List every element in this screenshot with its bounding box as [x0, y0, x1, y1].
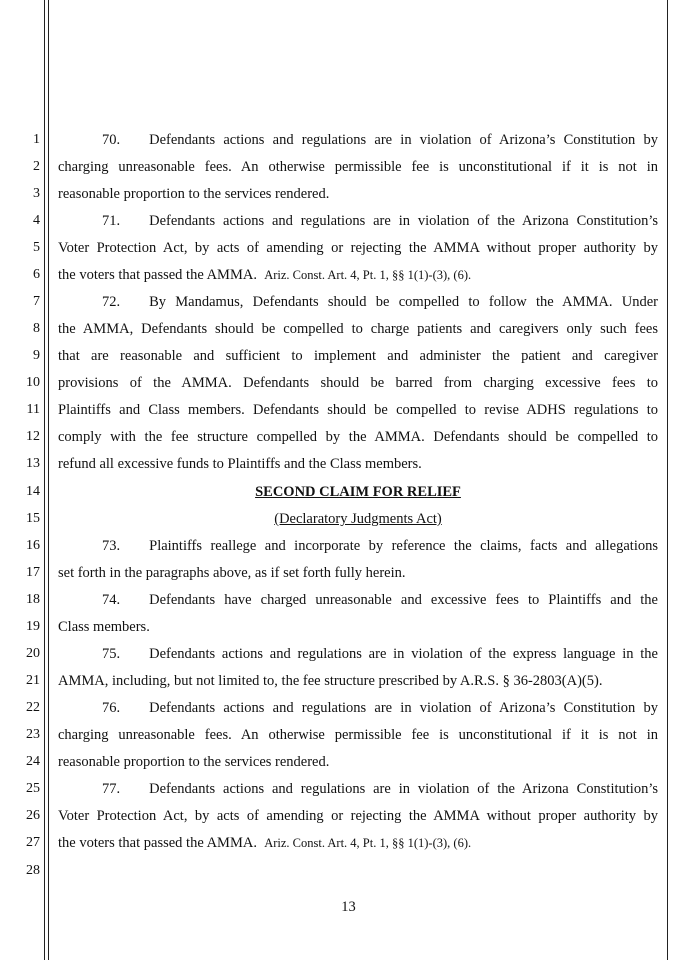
paragraph-72-line: Plaintiffs and Class members. Defendants should be compelled to revise ADHS regulations to	[58, 402, 658, 418]
paragraph-77-line	[58, 834, 658, 852]
line-number: 11	[26, 402, 40, 417]
paragraph-72-line: that are reasonable and sufficient to implement and administer the patient and caregiver	[58, 348, 658, 364]
left-margin-rule-outer	[44, 0, 45, 960]
paragraph-72-line: comply with the fee structure compelled by the AMMA. Defendants should be compelled to	[58, 429, 658, 445]
line-number: 16	[26, 538, 40, 553]
line-number: 28	[26, 863, 40, 878]
line-number: 24	[26, 754, 40, 769]
paragraph-71-line	[58, 266, 658, 284]
paragraph-70-line: charging unreasonable fees. An otherwise permissible fee is unconstitutional if it is not in	[58, 159, 658, 175]
line-number: 27	[26, 835, 40, 850]
line-number: 19	[26, 619, 40, 634]
right-margin-rule	[667, 0, 668, 960]
paragraph-72-line: provisions of the AMMA. Defendants should be barred from charging excessive fees to	[58, 375, 658, 391]
line-number: 18	[26, 592, 40, 607]
paragraph-72-line: 72. By Mandamus, Defendants should be compelled to follow the AMMA. Under	[102, 294, 658, 310]
claim-title: SECOND CLAIM FOR RELIEF	[255, 484, 461, 500]
line-number: 1	[33, 132, 40, 147]
line-number: 8	[33, 321, 40, 336]
line-number: 10	[26, 375, 40, 390]
paragraph-74-line: 74. Defendants have charged unreasonable and excessive fees to Plaintiffs and the	[102, 592, 658, 608]
line-number: 5	[33, 240, 40, 255]
line-number: 2	[33, 159, 40, 174]
line-number: 17	[26, 565, 40, 580]
paragraph-76-line: charging unreasonable fees. An otherwise permissible fee is unconstitutional if it is not in	[58, 727, 658, 743]
line-number: 14	[26, 484, 40, 499]
paragraph-74-line: Class members.	[58, 619, 150, 635]
page-number: 13	[341, 899, 356, 915]
line-number: 26	[26, 808, 40, 823]
line-number: 4	[33, 213, 40, 228]
paragraph-72-line: refund all excessive funds to Plaintiffs and the Class members.	[58, 456, 422, 472]
line-number: 3	[33, 186, 40, 201]
line-number: 15	[26, 511, 40, 526]
citation: Ariz. Const. Art. 4, Pt. 1, §§ 1(1)-(3), (6).	[264, 836, 472, 850]
paragraph-70-line: 70. Defendants actions and regulations are in violation of Arizona’s Constitution by	[102, 132, 658, 148]
line-number: 13	[26, 456, 40, 471]
line-number: 22	[26, 700, 40, 715]
paragraph-72-line: the AMMA, Defendants should be compelled to charge patients and caregivers only such fees	[58, 321, 658, 337]
paragraph-73-line: set forth in the paragraphs above, as if set forth fully herein.	[58, 565, 406, 581]
line-number: 21	[26, 673, 40, 688]
paragraph-73-line: 73. Plaintiffs reallege and incorporate by reference the claims, facts and allegations	[102, 538, 658, 554]
line-number: 20	[26, 646, 40, 661]
paragraph-70-line: reasonable proportion to the services rendered.	[58, 186, 330, 202]
line-number: 25	[26, 781, 40, 796]
line-number: 7	[33, 294, 40, 309]
line-number: 9	[33, 348, 40, 363]
claim-subtitle: (Declaratory Judgments Act)	[274, 511, 442, 527]
paragraph-77-text: the voters that passed the AMMA.	[58, 835, 257, 851]
line-number: 23	[26, 727, 40, 742]
citation: Ariz. Const. Art. 4, Pt. 1, §§ 1(1)-(3), (6).	[264, 268, 472, 282]
left-margin-rule-inner	[48, 0, 49, 960]
paragraph-77-line: Voter Protection Act, by acts of amending or rejecting the AMMA without proper authority by	[58, 808, 658, 824]
line-number: 6	[33, 267, 40, 282]
paragraph-71-text: the voters that passed the AMMA.	[58, 267, 257, 283]
line-number: 12	[26, 429, 40, 444]
paragraph-77-line: 77. Defendants actions and regulations are in violation of the Arizona Constitution’s	[102, 781, 658, 797]
paragraph-71-line: Voter Protection Act, by acts of amending or rejecting the AMMA without proper authority by	[58, 240, 658, 256]
paragraph-76-line: 76. Defendants actions and regulations are in violation of Arizona’s Constitution by	[102, 700, 658, 716]
paragraph-75-line: 75. Defendants actions and regulations are in violation of the express language in the	[102, 646, 658, 662]
paragraph-75-line: AMMA, including, but not limited to, the fee structure prescribed by A.R.S. § 36-2803(A)(5).	[58, 673, 603, 689]
paragraph-76-line: reasonable proportion to the services rendered.	[58, 754, 330, 770]
paragraph-71-line: 71. Defendants actions and regulations are in violation of the Arizona Constitution’s	[102, 213, 658, 229]
